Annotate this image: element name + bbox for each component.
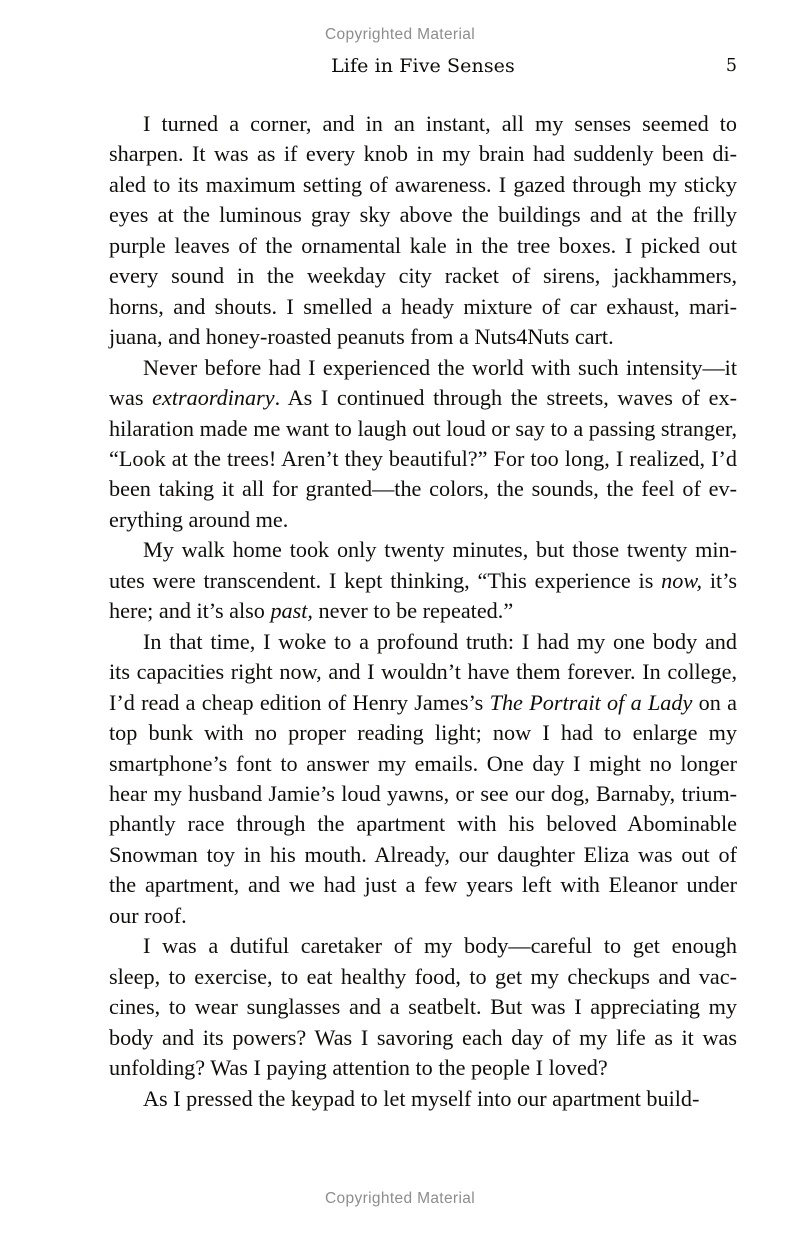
text-line: sleep, to exercise, to eat healthy food, to get my checkups and vac- — [109, 963, 737, 989]
paragraph-indent — [109, 537, 143, 562]
text-line: I turned a corner, and in an instant, all my senses seemed to — [109, 109, 737, 139]
text-line: its capacities right now, and I wouldn’t have them forever. In college, — [109, 659, 737, 685]
paragraph-indent — [109, 111, 143, 136]
text-line: was extraordinary. As I continued through the streets, waves of ex- — [109, 385, 737, 411]
text-line: purple leaves of the ornamental kale in the tree boxes. I picked out — [109, 232, 737, 258]
paragraph — [109, 353, 737, 536]
text-line: unfolding? Was I paying attention to the people I loved? — [109, 1055, 608, 1081]
text-line: Snowman toy in his mouth. Already, our daughter Eliza was out of — [109, 841, 737, 867]
book-title: Life in Five Senses — [331, 55, 515, 77]
page-number: 5 — [725, 56, 737, 76]
text-line: smartphone’s font to answer my emails. One day I might no longer — [109, 750, 737, 776]
paragraph — [109, 1084, 737, 1114]
paragraph-indent — [109, 1086, 143, 1111]
text-line: phantly race through the apartment with his beloved Abominable — [109, 811, 737, 837]
text-line: been taking it all for granted—the colors, the sounds, the feel of ev- — [109, 476, 737, 502]
text-line: hear my husband Jamie’s loud yawns, or see our dog, Barnaby, trium- — [109, 780, 737, 806]
italic-text: The Portrait of a Lady — [489, 689, 693, 715]
italic-text: now, — [661, 567, 703, 593]
text-line: eyes at the luminous gray sky above the buildings and at the frilly — [109, 202, 737, 228]
text-line: here; and it’s also past, never to be repeated.” — [109, 598, 514, 624]
text-line: In that time, I woke to a profound truth: I had my one body and — [109, 627, 737, 657]
copyright-watermark-bottom: Copyrighted Material — [324, 1190, 475, 1207]
italic-text: past, — [270, 598, 313, 624]
text-line: every sound in the weekday city racket of sirens, jackhammers, — [109, 263, 737, 289]
text-line: cines, to wear sunglasses and a seatbelt. But was I appreciating my — [109, 994, 737, 1020]
paragraph-indent — [109, 933, 143, 958]
body-text-block — [109, 109, 737, 1114]
text-line: As I pressed the keypad to let myself into our apartment build- — [109, 1084, 737, 1114]
text-line: Never before had I experienced the world with such intensity—it — [109, 353, 737, 383]
paragraph — [109, 627, 737, 932]
text-line: I was a dutiful caretaker of my body—careful to get enough — [109, 931, 737, 961]
italic-text: extraordinary — [152, 385, 275, 411]
text-line: “Look at the trees! Aren’t they beautiful?” For too long, I realized, I’d — [109, 445, 737, 471]
text-line: erything around me. — [109, 506, 289, 532]
text-line: body and its powers? Was I savoring each day of my life as it was — [109, 1024, 737, 1050]
text-line: hilaration made me want to laugh out loud or say to a passing stranger, — [109, 415, 737, 441]
text-line: aled to its maximum setting of awareness. I gazed through my sticky — [109, 171, 737, 197]
paragraph-indent — [109, 355, 143, 380]
text-line: utes were transcendent. I kept thinking, “This experience is now, it’s — [109, 567, 737, 593]
paragraph — [109, 931, 737, 1083]
paragraph — [109, 535, 737, 626]
text-line: I’d read a cheap edition of Henry James’s The Portrait of a Lady on a — [109, 689, 737, 715]
running-head — [109, 55, 737, 81]
copyright-watermark-top: Copyrighted Material — [324, 26, 475, 43]
text-line: the apartment, and we had just a few years left with Eleanor under — [109, 872, 737, 898]
text-line: our roof. — [109, 902, 187, 928]
paragraph — [109, 109, 737, 353]
text-line: sharpen. It was as if every knob in my brain had suddenly been di- — [109, 141, 737, 167]
text-line: horns, and shouts. I smelled a heady mixture of car exhaust, mari- — [109, 293, 737, 319]
paragraph-indent — [109, 629, 143, 654]
text-line: My walk home took only twenty minutes, but those twenty min- — [109, 535, 737, 565]
text-line: top bunk with no proper reading light; now I had to enlarge my — [109, 720, 737, 746]
text-line: juana, and honey-roasted peanuts from a Nuts4Nuts cart. — [109, 324, 614, 350]
